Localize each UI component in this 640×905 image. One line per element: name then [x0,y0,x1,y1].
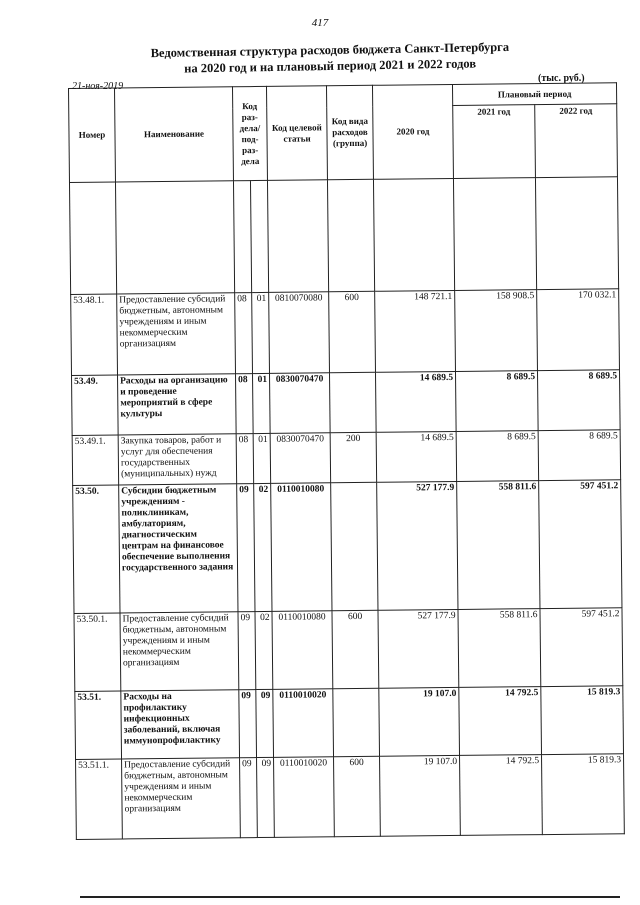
row-name: Предоставление субсидий бюджетным, автономным учреждениям и иным некоммерческим организациям [117,293,236,375]
row-value-2021: 158 908.5 [455,290,538,372]
row-number: 53.49.1. [72,435,119,485]
table-row [72,430,620,486]
row-subsection: 09 [257,757,275,837]
header-2021: 2021 год [453,105,536,179]
row-name: Закупка товаров, работ и услуг для обеспечения государственных (муниципальных) нужд [118,434,237,485]
table-row [74,608,623,692]
row-value-2022: 597 451.2 [540,608,623,687]
row-group [329,372,376,432]
row-target: 0110010080 [271,483,332,612]
row-section: 09 [240,758,258,838]
row-section: 09 [237,484,255,612]
row-number: 53.51. [75,691,122,759]
row-subsection: 02 [254,483,272,611]
row-subsection: 01 [253,373,271,433]
row-group: 200 [330,432,377,482]
page-number: 417 [311,17,329,29]
row-section: 08 [235,293,253,374]
row-value-2022: 597 451.2 [539,480,622,609]
row-value-2020: 527 177.9 [378,609,459,688]
row-name: Расходы на профилактику инфекционных заболеваний, включая иммунопрофилактику [121,690,240,759]
header-number: Номер [69,88,116,182]
header-2022: 2022 год [535,104,618,178]
header-type: Код вида расходов (группа) [326,85,373,179]
title-line-2: на 2020 год и на плановый период 2021 и 2022 годов [184,56,477,76]
row-value-2022: 8 689.5 [538,430,621,481]
units-label: (тыс. руб.) [538,73,585,84]
row-group [331,482,378,610]
row-value-2022: 15 819.3 [541,686,624,755]
row-value-2021: 14 792.5 [459,687,542,756]
row-value-2021: 558 811.6 [458,609,541,688]
row-section: 08 [236,434,254,484]
row-name: Предоставление субсидий бюджетным, автономным учреждениям и иным некоммерческим организациям [122,758,241,839]
row-section: 08 [236,374,254,434]
table-row [72,370,621,436]
row-value-2022: 170 032.1 [537,289,620,371]
row-target: 0830070470 [269,373,330,434]
row-value-2020: 148 721.1 [375,290,456,372]
row-value-2020: 19 107.0 [380,755,461,836]
row-section: 09 [239,690,257,758]
table-row [76,754,625,840]
table-row [73,480,622,614]
row-value-2022: 15 819.3 [542,754,625,835]
row-number: 53.48.1. [71,294,118,375]
document-title [60,37,600,78]
row-name: Субсидии бюджетным учреждениям - поликлиникам, амбулаториям, диагностическим центрам на финансовое обеспечение выполнения государственного задания [119,484,238,613]
row-target: 0810070080 [269,292,330,374]
row-target: 0830070470 [270,433,331,484]
header-section: Код раз- дела/ под- раз- дела [232,86,267,180]
row-section: 09 [238,612,256,690]
row-number: 53.50.1. [74,613,121,691]
header-target: Код целевой статьи [266,86,327,181]
row-target: 0110010020 [274,757,335,838]
footer-rule [80,896,620,898]
row-target: 0110010020 [273,689,334,758]
spacer-row [69,177,618,295]
row-value-2022: 8 689.5 [537,370,620,431]
header-name: Наименование [115,87,234,182]
row-group [333,688,380,756]
row-value-2020: 14 689.5 [376,431,457,482]
row-name: Расходы на организацию и проведение мероприятий в сфере культуры [118,374,237,435]
row-name: Предоставление субсидий бюджетным, автономным учреждениям и иным некоммерческим организациям [120,612,239,691]
table-row [71,289,620,376]
row-value-2021: 14 792.5 [460,755,543,836]
row-value-2020: 527 177.9 [377,481,458,610]
date-stamp: 21-ноя-2019 [72,81,124,92]
row-number: 53.49. [72,375,119,435]
row-target: 0110010080 [272,611,333,690]
header-planned: Плановый период [452,83,616,106]
row-number: 53.50. [73,485,120,613]
row-subsection: 02 [255,611,273,689]
budget-table [68,82,625,840]
table-row [75,686,624,760]
row-number: 53.51.1. [76,759,123,839]
row-group: 600 [329,291,376,372]
row-value-2021: 558 811.6 [457,481,540,610]
row-value-2020: 14 689.5 [375,371,456,432]
row-subsection: 01 [253,433,271,483]
row-group: 600 [332,610,379,688]
row-value-2021: 8 689.5 [455,371,538,432]
header-2020: 2020 год [372,84,453,179]
row-subsection: 01 [252,292,270,373]
row-group: 600 [334,756,381,836]
row-subsection: 09 [256,689,274,757]
row-value-2021: 8 689.5 [456,431,539,482]
row-value-2020: 19 107.0 [379,687,460,756]
title-line-1: Ведомственная структура расходов бюджета Санкт-Петербурга [150,39,510,61]
